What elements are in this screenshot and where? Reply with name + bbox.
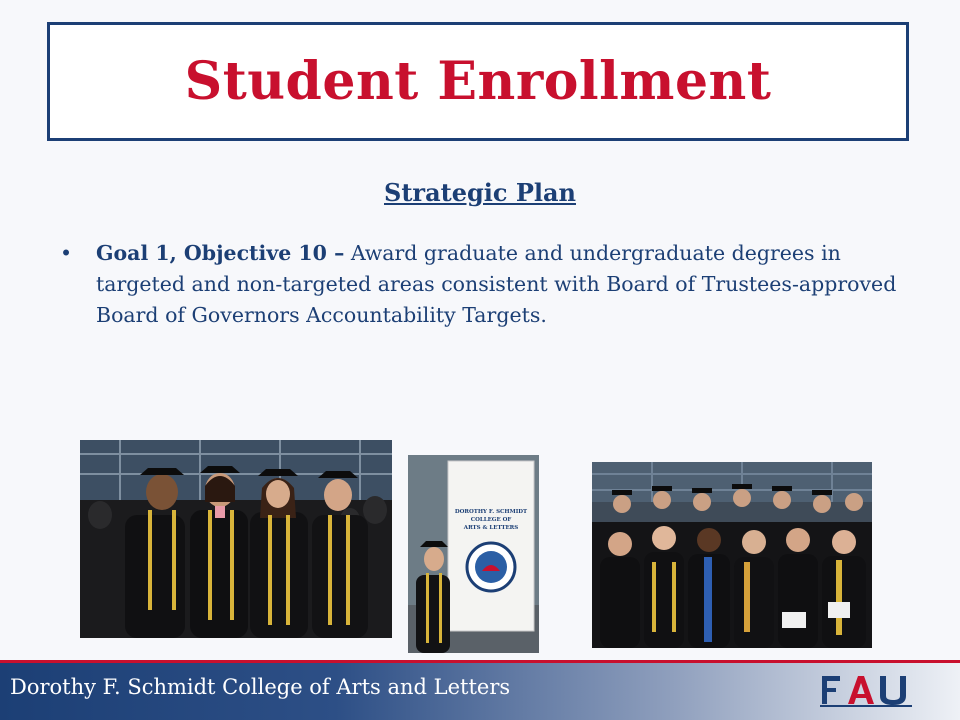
graduates-group-photo-2 (592, 462, 872, 648)
footer-accent-line (0, 660, 960, 663)
bullet-body: Award graduate and undergraduate degrees in targeted and non-targeted areas consistent with Board of Trustees-approved Board of Governors Accountability Targets. (96, 241, 897, 327)
bullet-lead: Goal 1, Objective 10 – (96, 241, 345, 265)
banner-line-1: DOROTHY F. SCHMIDT (454, 509, 528, 515)
title-box (47, 22, 909, 141)
banner-line-3: ARTS & LETTERS (463, 525, 519, 531)
fau-logo-icon (818, 670, 914, 710)
bullet-text (96, 238, 920, 331)
slide-title: Student Enrollment (184, 51, 772, 112)
bullet-dot-icon: • (60, 241, 73, 265)
graduates-group-photo-1 (80, 440, 392, 638)
bullet-item (60, 238, 920, 331)
slide-subtitle: Strategic Plan (384, 178, 576, 207)
footer-college-name: Dorothy F. Schmidt College of Arts and Letters (10, 675, 511, 699)
banner-line-2: COLLEGE OF (470, 517, 512, 523)
college-banner-photo (408, 455, 539, 653)
